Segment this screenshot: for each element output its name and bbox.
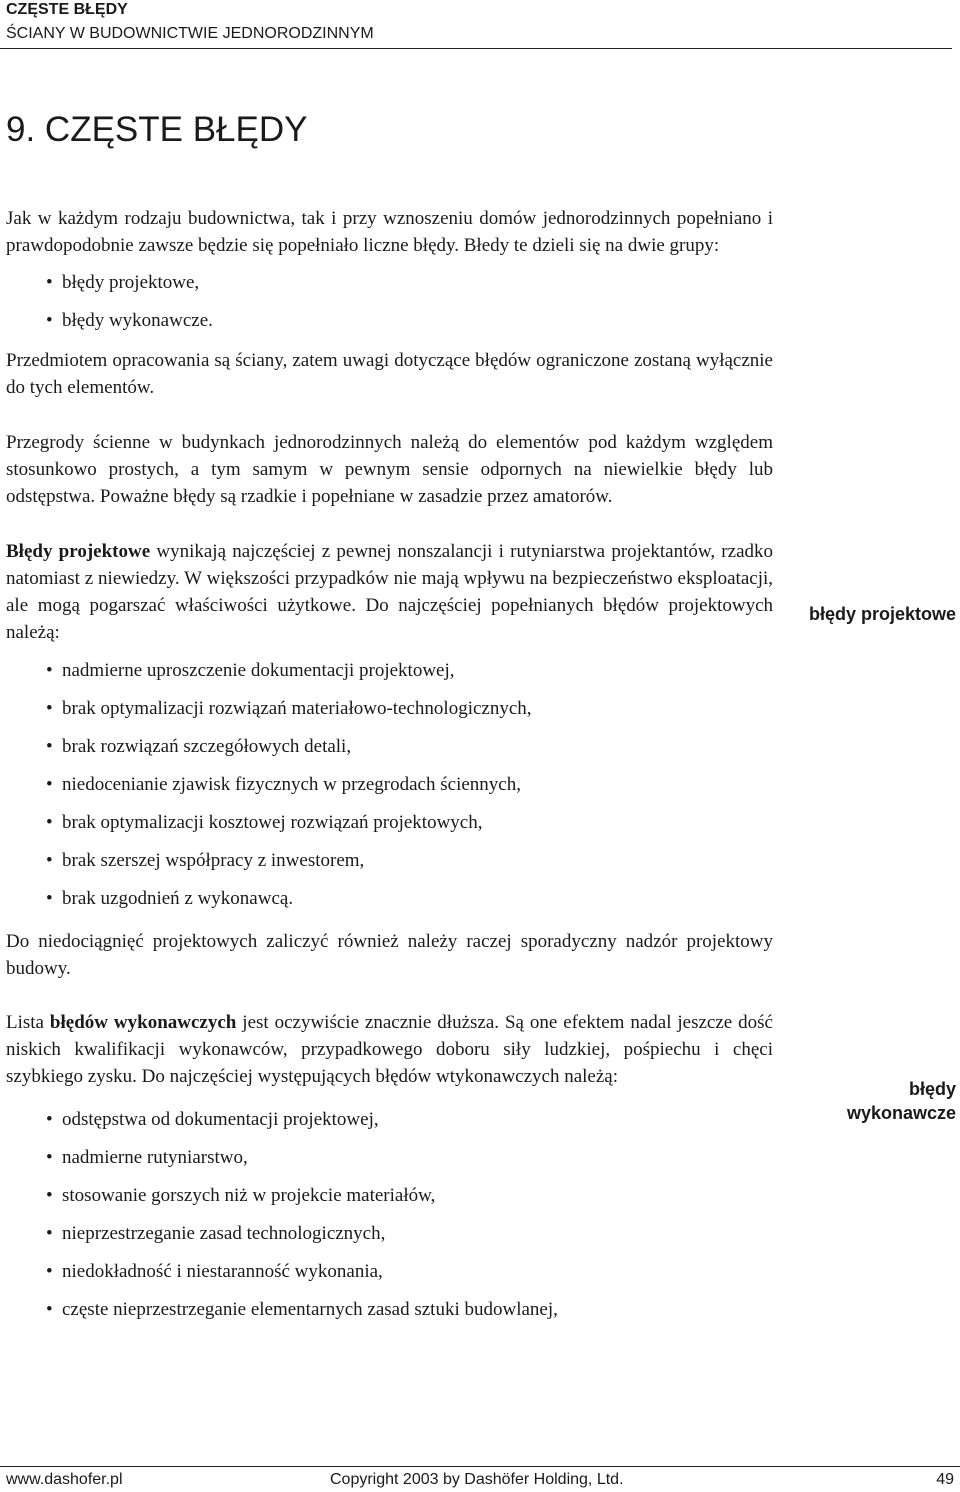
list-item: • brak uzgodnień z wykonawcą. — [6, 885, 773, 912]
running-header — [6, 0, 958, 44]
execution-errors-paragraph — [6, 1009, 773, 1090]
margin-note-execution-errors — [786, 1077, 956, 1125]
margin-note-line: wykonawcze — [846, 1103, 956, 1123]
list-item: • nadmierne uproszczenie dokumentacji projektowej, — [6, 657, 773, 684]
main-text-column — [6, 205, 773, 1334]
list-item: • niedokładność i niestaranność wykonania, — [6, 1258, 773, 1285]
design-errors-paragraph — [6, 538, 773, 646]
footer-copyright: Copyright 2003 by Dashöfer Holding, Ltd. — [330, 1471, 624, 1488]
footer-divider — [0, 1466, 960, 1467]
header-section-title: CZĘSTE BŁĘDY — [6, 1, 128, 18]
error-groups-list — [6, 269, 773, 334]
margin-note-line: błędy — [908, 1079, 956, 1099]
list-item: • stosowanie gorszych niż w projekcie materiałów, — [6, 1182, 773, 1209]
list-item: • nadmierne rutyniarstwo, — [6, 1144, 773, 1171]
execution-errors-list — [6, 1106, 773, 1323]
header-book-title: ŚCIANY W BUDOWNICTWIE JEDNORODZINNYM — [6, 25, 374, 42]
execution-errors-lead: Lista — [6, 1012, 50, 1033]
list-item: • brak optymalizacji rozwiązań materiałowo-technologicznych, — [6, 695, 773, 722]
execution-errors-text: jest oczywiście znacznie dłuższa. Są one efektem nadal jeszcze dość niskich kwalifikacji wykonawców, przypadkowego doboru siły ludzkiej, pośpiechu i chęci szybkiego zysku. Do najczęściej występujących błędów wtykonawczych należą: — [6, 1012, 773, 1087]
page-number: 49 — [936, 1471, 954, 1488]
list-item: • brak rozwiązań szczegółowych detali, — [6, 733, 773, 760]
design-errors-list — [6, 657, 773, 912]
walls-paragraph: Przegrody ścienne w budynkach jednorodzinnych należą do elementów pod każdym względem stosunkowo prostych, a tym samym w pewnym sensie odpornych na niewielkie błędy lub odstępstwa. Poważne błędy są rzadkie i popełniane w zasadzie przez amatorów. — [6, 432, 773, 507]
list-item: • błędy wykonawcze. — [6, 307, 773, 334]
list-item: • niedocenianie zjawisk fizycznych w przegrodach ściennych, — [6, 771, 773, 798]
scope-paragraph: Przedmiotem opracowania są ściany, zatem uwagi dotyczące błędów ograniczone zostaną wyłącznie do tych elementów. — [6, 350, 773, 398]
margin-note-design-errors: błędy projektowe — [808, 604, 956, 624]
design-errors-term: Błędy projektowe — [6, 541, 151, 562]
list-item: • częste nieprzestrzeganie elementarnych zasad sztuki budowlanej, — [6, 1296, 773, 1323]
execution-errors-term: błędów wykonawczych — [49, 1012, 237, 1033]
chapter-title: 9. CZĘSTE BŁĘDY — [6, 110, 308, 149]
page-footer — [6, 1470, 954, 1490]
footer-website: www.dashofer.pl — [6, 1471, 123, 1488]
list-item: • błędy projektowe, — [6, 269, 773, 296]
list-item: • nieprzestrzeganie zasad technologicznych, — [6, 1220, 773, 1247]
list-item: • brak szerszej współpracy z inwestorem, — [6, 847, 773, 874]
list-item: • brak optymalizacji kosztowej rozwiązań projektowych, — [6, 809, 773, 836]
intro-paragraph: Jak w każdym rodzaju budownictwa, tak i przy wznoszeniu domów jednorodzinnych popełniano i prawdopodobnie zawsze będzie się popełniało liczne błędy. Błedy te dzieli się na dwie grupy: — [6, 208, 773, 256]
list-item: • odstępstwa od dokumentacji projektowej, — [6, 1106, 773, 1133]
design-supervision-paragraph: Do niedociągnięć projektowych zaliczyć również należy raczej sporadyczny nadzór projektowy budowy. — [6, 931, 773, 979]
header-divider — [0, 48, 952, 49]
design-errors-text: wynikają najczęściej z pewnej nonszalancji i rutyniarstwa projektantów, rzadko natomiast z niewiedzy. W większości przypadków nie mają wpływu na bezpieczeństwo eksploatacji, ale mogą pogarszać właściwości użytkowe. Do najczęściej popełnianych błędów projektowych należą: — [6, 541, 774, 643]
